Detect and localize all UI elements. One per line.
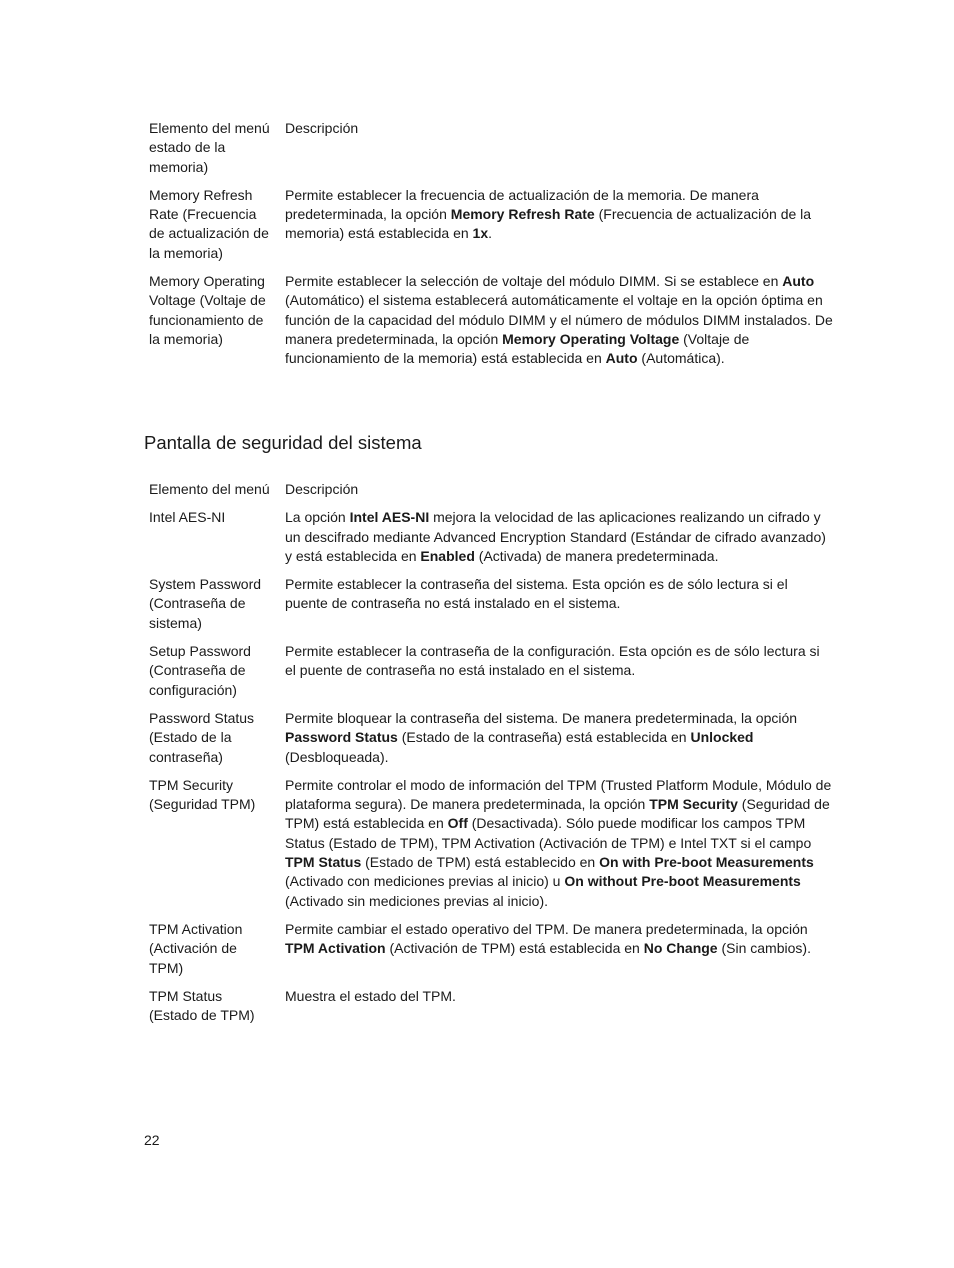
- section-title: Pantalla de seguridad del sistema: [144, 432, 422, 453]
- description-text: Muestra el estado del TPM.: [285, 987, 456, 1004]
- menu-item-name: Memory Operating Voltage (Voltaje de funcionamiento de la memoria): [149, 273, 266, 347]
- description-text: La opción: [285, 509, 350, 526]
- option-name: On without Pre-boot Measurements: [564, 873, 801, 890]
- menu-item-description: [279, 566, 840, 633]
- option-name: Memory Refresh Rate: [450, 206, 595, 223]
- description-text: (Estado de la contraseña) está establecida en: [397, 729, 691, 746]
- description-text: (Activada) de manera predeterminada.: [474, 547, 719, 564]
- description-text: mejora la velocidad de las aplicaciones realizando un cifrado y un descifrado mediante Advanced Encryption Standard (Estándar de cifrado avanzado) y está establecida en: [285, 509, 826, 564]
- option-name: Memory Operating Voltage: [502, 330, 680, 347]
- menu-item-name: TPM Activation (Activación de TPM): [149, 920, 243, 976]
- description-text: (Activado sin mediciones previas al inicio).: [285, 892, 548, 909]
- menu-item-description: [279, 177, 840, 263]
- header-description: Descripción: [285, 120, 359, 136]
- description-text: Permite establecer la contraseña de la configuración. Esta opción es de sólo lectura si el puente de contraseña no está instalado en el sistema.: [285, 643, 820, 679]
- menu-item-name: Password Status (Estado de la contraseña): [149, 709, 255, 765]
- description-text: Permite controlar el modo de información del TPM (Trusted Platform Module, Módulo de plataforma segura). De manera predeterminada, la opción: [285, 776, 832, 813]
- menu-item-description: [279, 978, 840, 1026]
- description-text: Permite establecer la frecuencia de actualización de la memoria. De manera predeterminada, la opción: [285, 186, 759, 223]
- page-number: 22: [144, 1132, 160, 1148]
- menu-item-name: System Password (Contraseña de sistema): [149, 576, 262, 631]
- option-name: Auto: [605, 350, 638, 367]
- option-name: TPM Activation: [285, 940, 386, 957]
- table-header-row: [143, 119, 840, 138]
- option-name: Enabled: [420, 547, 475, 564]
- menu-item-name: estado de la memoria): [149, 139, 226, 175]
- header-description: Descripción: [285, 481, 359, 497]
- menu-item-name: TPM Security (Seguridad TPM): [149, 776, 256, 813]
- description-text: Permite establecer la contraseña del sistema. Esta opción es de sólo lectura si el puente de contraseña no está instalado en el sistema.: [285, 576, 788, 612]
- description-text: (Desbloqueada).: [285, 748, 389, 765]
- option-name: Unlocked: [690, 729, 754, 746]
- table-row: [143, 700, 840, 767]
- description-text: (Activado con mediciones previas al inicio) u: [285, 873, 565, 890]
- option-name: Auto: [782, 273, 815, 290]
- option-name: On with Pre-boot Measurements: [599, 854, 814, 871]
- table-row: [143, 633, 840, 700]
- description-text: (Automática).: [637, 350, 725, 367]
- option-name: TPM Security: [649, 796, 738, 813]
- option-name: TPM Status: [285, 854, 362, 871]
- table-row: [143, 566, 840, 633]
- description-text: .: [488, 225, 493, 242]
- description-text: (Activación de TPM) está establecida en: [385, 940, 644, 957]
- menu-item-name: TPM Status (Estado de TPM): [149, 987, 255, 1024]
- menu-item-description: [279, 700, 840, 767]
- option-name: Password Status: [285, 729, 398, 746]
- memory-settings-table: [143, 119, 840, 369]
- option-name: No Change: [643, 940, 718, 957]
- menu-item-name: Intel AES-NI: [149, 509, 226, 526]
- table-row: [143, 177, 840, 263]
- table-row: [143, 767, 840, 911]
- option-name: 1x: [472, 225, 489, 242]
- menu-item-description: [279, 633, 840, 700]
- option-name: Intel AES-NI: [349, 509, 430, 526]
- table-header-row: [143, 480, 840, 499]
- option-name: Off: [447, 815, 468, 832]
- table-row: [143, 138, 840, 177]
- menu-item-name: Memory Refresh Rate (Frecuencia de actualización de la memoria): [149, 186, 269, 261]
- description-text: Permite bloquear la contraseña del sistema. De manera predeterminada, la opción: [285, 709, 798, 726]
- description-text: (Estado de TPM) está establecido en: [361, 854, 600, 871]
- description-text: (Voltaje de funcionamiento de la memoria) está establecida en: [285, 330, 750, 367]
- menu-item-name: Setup Password (Contraseña de configuración): [149, 643, 251, 698]
- description-text: (Automático) el sistema establecerá automáticamente el voltaje en la opción óptima en función de la capacidad del módulo DIMM y el número de módulos DIMM instalados. De manera predeterminada, la opción: [285, 292, 833, 347]
- menu-item-description: [279, 263, 840, 368]
- memory-settings-table-body: [143, 119, 840, 369]
- menu-item-description: [279, 911, 840, 978]
- menu-item-description: [279, 767, 840, 911]
- system-security-table: [143, 480, 840, 1025]
- table-row: [143, 499, 840, 566]
- system-security-table-body: [143, 480, 840, 1025]
- menu-item-description: [279, 499, 840, 566]
- description-text: Permite cambiar el estado operativo del TPM. De manera predeterminada, la opción: [285, 920, 808, 937]
- description-text: (Seguridad de TPM) está establecida en: [285, 796, 830, 832]
- menu-item-description: [279, 138, 840, 177]
- table-row: [143, 263, 840, 368]
- description-text: Permite establecer la selección de voltaje del módulo DIMM. Si se establece en: [285, 273, 783, 290]
- header-menu-item: Elemento del menú: [149, 120, 270, 136]
- table-row: [143, 978, 840, 1026]
- header-menu-item: Elemento del menú: [149, 481, 270, 497]
- table-row: [143, 911, 840, 978]
- description-text: (Frecuencia de actualización de la memoria) está establecida en: [285, 206, 812, 242]
- description-text: (Desactivada). Sólo puede modificar los campos TPM Status (Estado de TPM), TPM Activation (Activación de TPM) e Intel TXT si el campo: [285, 815, 812, 851]
- description-text: (Sin cambios).: [717, 940, 811, 957]
